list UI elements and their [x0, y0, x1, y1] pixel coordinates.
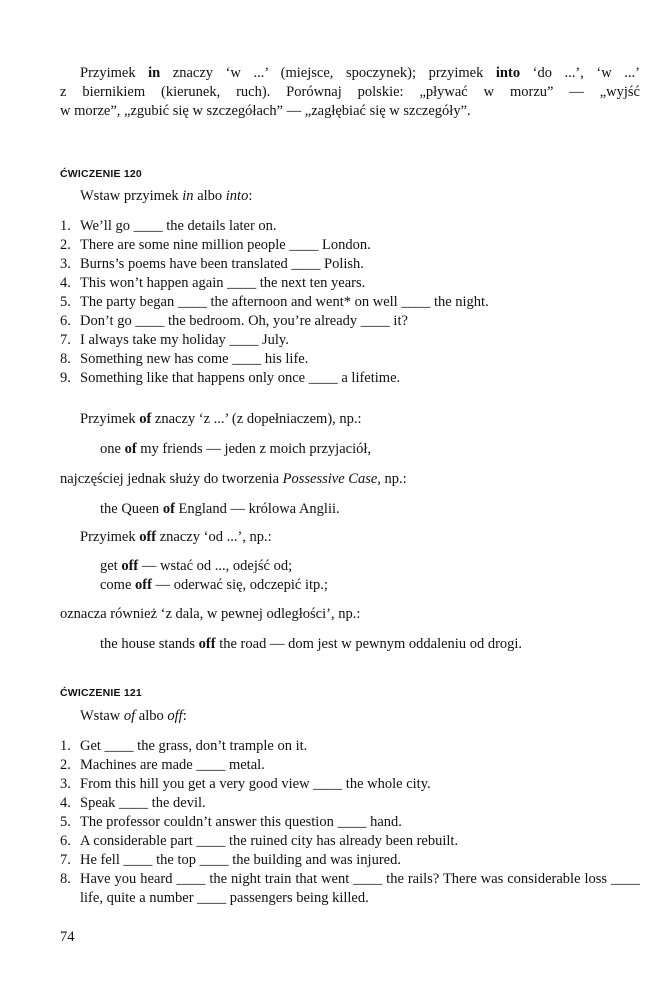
item-text: Have you heard ____ the night train that went ____ the rails? There was considerable loss ____ life, quite a number ____ passengers being killed. — [80, 871, 640, 906]
item-number: 4. — [60, 275, 71, 291]
item-text: There are some nine million people ____ London. — [80, 237, 371, 253]
ex121-item-1 — [60, 737, 640, 756]
item-text: The professor couldn’t answer this question ____ hand. — [80, 814, 402, 830]
off-example-1: get off — wstać od ..., odejść od; — [100, 558, 293, 574]
item-number: 2. — [60, 757, 71, 773]
ex120-item-2 — [60, 236, 640, 255]
exercise-121-instruction: Wstaw of albo off: — [80, 708, 187, 724]
item-number: 6. — [60, 833, 71, 849]
item-number: 2. — [60, 237, 71, 253]
item-text: This won’t happen again ____ the next ten years. — [80, 275, 366, 291]
item-number: 7. — [60, 332, 71, 348]
item-text: A considerable part ____ the ruined city has already been rebuilt. — [80, 833, 459, 849]
intro-paragraph — [60, 64, 640, 121]
item-number: 1. — [60, 738, 71, 754]
ex121-item-8 — [60, 870, 640, 908]
of-example-2: the Queen of England — królowa Anglii. — [100, 501, 340, 517]
item-number: 1. — [60, 218, 71, 234]
item-text: Get ____ the grass, don’t trample on it. — [80, 738, 308, 754]
item-number: 7. — [60, 852, 71, 868]
page-number: 74 — [60, 929, 75, 945]
exercise-120-header: ĆWICZENIE 120 — [60, 168, 142, 180]
ex120-item-6 — [60, 312, 640, 331]
exercise-120-instruction: Wstaw przyimek in albo into: — [80, 188, 253, 204]
ex120-item-5 — [60, 293, 640, 312]
item-text: From this hill you get a very good view ____ the whole city. — [80, 776, 431, 792]
off-explanation: Przyimek off znaczy ‘od ...’, np.: — [80, 529, 272, 545]
item-text: Something like that happens only once ____ a lifetime. — [80, 370, 401, 386]
item-number: 8. — [60, 871, 71, 887]
item-number: 5. — [60, 294, 71, 310]
off-example-2: come off — oderwać się, odczepić itp.; — [100, 577, 328, 593]
item-number: 3. — [60, 776, 71, 792]
of-example-1: one of my friends — jeden z moich przyjaciół, — [100, 441, 371, 457]
item-text: The party began ____ the afternoon and went* on well ____ the night. — [80, 294, 489, 310]
item-text: Burns’s poems have been translated ____ Polish. — [80, 256, 364, 272]
possessive-case-note: najczęściej jednak służy do tworzenia Possessive Case, np.: — [60, 471, 407, 487]
ex121-item-5 — [60, 813, 640, 832]
item-number: 4. — [60, 795, 71, 811]
ex120-item-4 — [60, 274, 640, 293]
ex121-item-3 — [60, 775, 640, 794]
ex120-item-9 — [60, 369, 640, 388]
item-text: Speak ____ the devil. — [80, 795, 206, 811]
intro-line-3: w morze”, „zgubić się w szczegółach” — „zagłębiać się w szczegóły”. — [60, 103, 471, 119]
item-number: 5. — [60, 814, 71, 830]
ex120-item-7 — [60, 331, 640, 350]
intro-line-1: Przyimek in znaczy ‘w ...’ (miejsce, spoczynek); przyimek into ‘do ...’, ‘w ...’ — [80, 65, 640, 81]
exercise-120-list — [60, 217, 640, 388]
item-text: He fell ____ the top ____ the building and was injured. — [80, 852, 401, 868]
of-explanation: Przyimek of znaczy ‘z ...’ (z dopełniaczem), np.: — [80, 411, 362, 427]
ex121-item-6 — [60, 832, 640, 851]
item-number: 8. — [60, 351, 71, 367]
item-text: We’ll go ____ the details later on. — [80, 218, 277, 234]
ex121-item-2 — [60, 756, 640, 775]
item-number: 6. — [60, 313, 71, 329]
item-text: Don’t go ____ the bedroom. Oh, you’re already ____ it? — [80, 313, 408, 329]
exercise-121-header: ĆWICZENIE 121 — [60, 687, 142, 699]
item-number: 9. — [60, 370, 71, 386]
item-text: Something new has come ____ his life. — [80, 351, 309, 367]
exercise-121-list — [60, 737, 640, 908]
intro-line-2: z biernikiem (kierunek, ruch). Porównaj polskie: „pływać w morzu” — „wyjść — [60, 84, 640, 100]
ex120-item-3 — [60, 255, 640, 274]
item-text: I always take my holiday ____ July. — [80, 332, 289, 348]
ex120-item-1 — [60, 217, 640, 236]
off-distance-note: oznacza również ‘z dala, w pewnej odległości’, np.: — [60, 606, 361, 622]
item-number: 3. — [60, 256, 71, 272]
ex121-item-7 — [60, 851, 640, 870]
item-text: Machines are made ____ metal. — [80, 757, 265, 773]
ex120-item-8 — [60, 350, 640, 369]
ex121-item-4 — [60, 794, 640, 813]
off-example-3: the house stands off the road — dom jest w pewnym oddaleniu od drogi. — [100, 636, 523, 652]
